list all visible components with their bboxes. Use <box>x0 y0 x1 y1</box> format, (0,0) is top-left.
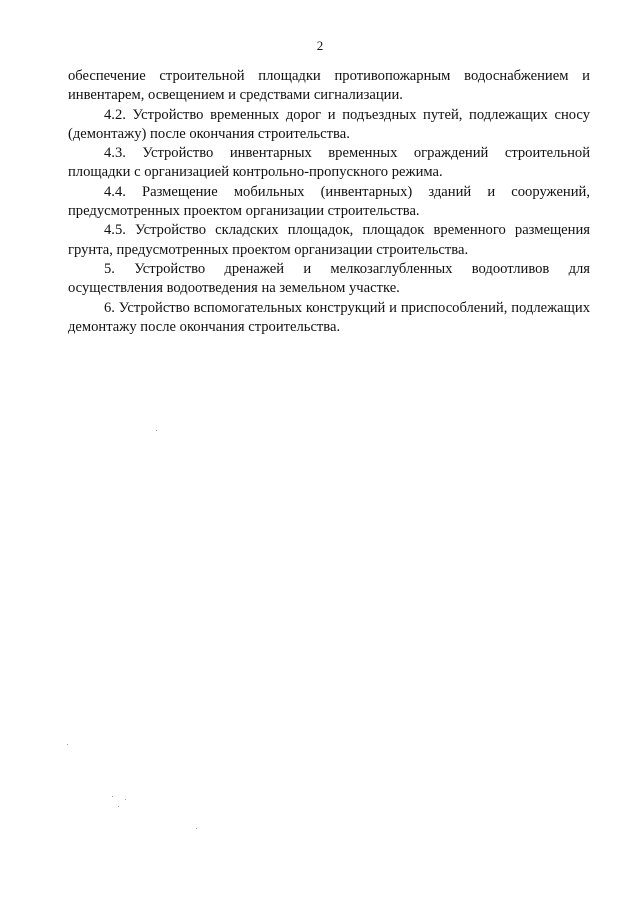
scan-speck <box>125 799 126 800</box>
paragraph-6: 6. Устройство вспомогательных конструкций и приспособлений, подлежащих демонтажу после окончания строительства. <box>68 299 590 335</box>
scan-speck <box>67 744 68 745</box>
paragraph-5: 5. Устройство дренажей и мелкозаглубленных водоотливов для осуществления водоотведения на земельном участке. <box>68 260 590 297</box>
paragraph-4-2: 4.2. Устройство временных дорог и подъездных путей, подлежащих сносу (демонтажу) после окончания строительства. <box>68 106 590 142</box>
document-body <box>68 67 590 337</box>
scan-speck <box>118 806 119 807</box>
paragraph-continuation: обеспечение строительной площадки противопожарным водоснабжением и инвентарем, освещением и средствами сигнализации. <box>68 68 590 104</box>
scan-speck <box>112 796 113 797</box>
scan-speck <box>196 828 197 829</box>
paragraph-4-5: 4.5. Устройство складских площадок, площадок временного размещения грунта, предусмотренных проектом организации строительства. <box>68 222 590 258</box>
page-number: 2 <box>316 38 324 53</box>
paragraph-4-3: 4.3. Устройство инвентарных временных ограждений строительной площадки с организацией контрольно-пропускного режима. <box>68 145 590 181</box>
scan-speck <box>156 430 157 431</box>
paragraph-4-4: 4.4. Размещение мобильных (инвентарных) зданий и сооружений, предусмотренных проектом организации строительства. <box>68 183 590 220</box>
